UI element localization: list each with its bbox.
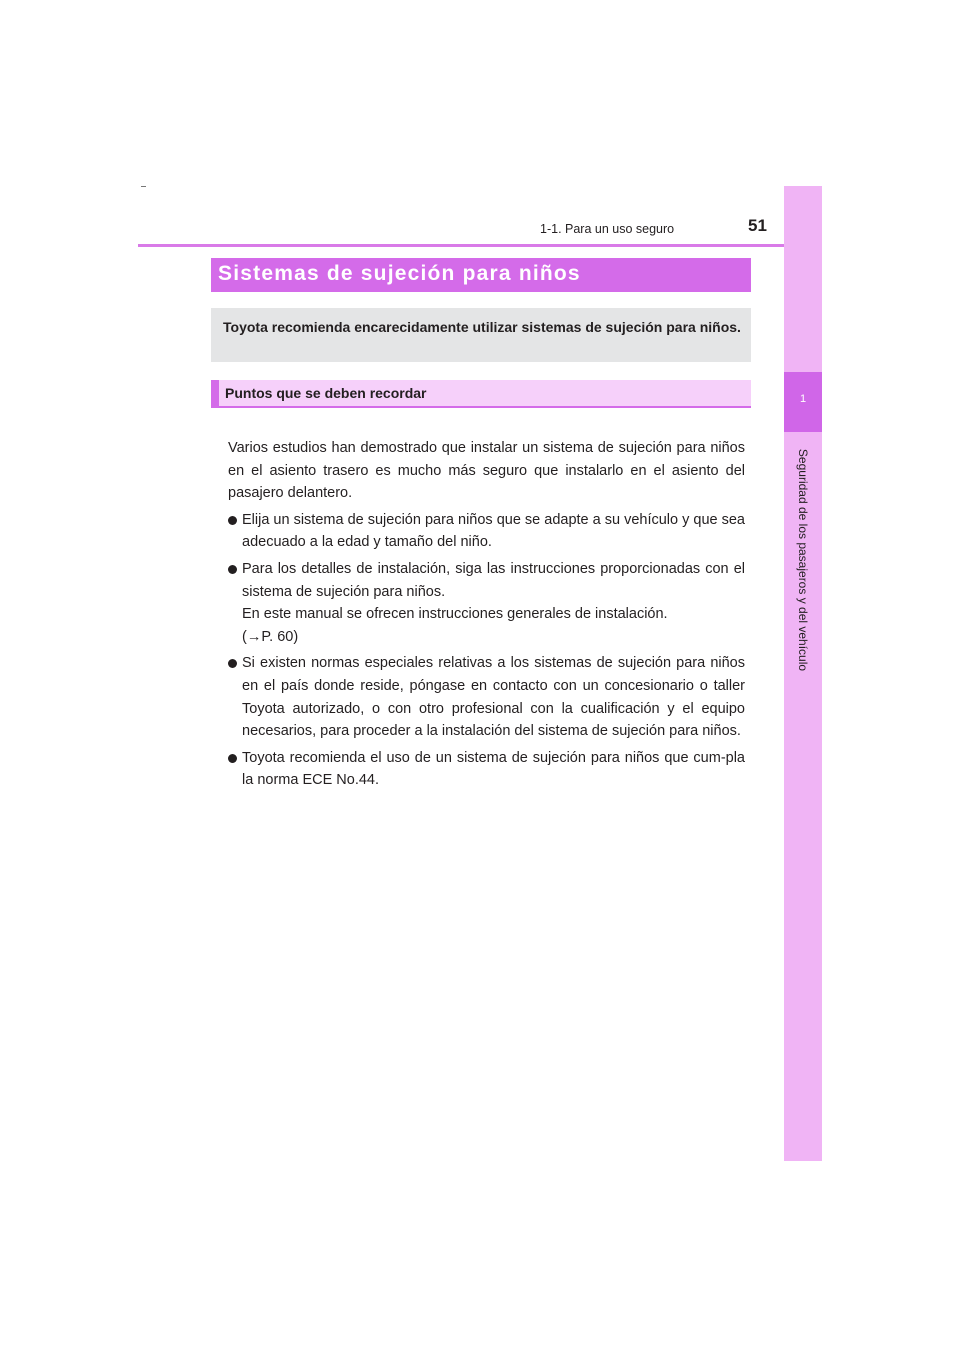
intro-text: Toyota recomienda encarecidamente utilizar sistemas de sujeción para niños. [223, 319, 741, 335]
chapter-label: Seguridad de los pasajeros y del vehículo [796, 448, 810, 672]
intro-box [211, 308, 751, 362]
list-item [228, 747, 745, 792]
list-item-text: Si existen normas especiales relativas a los sistemas de sujeción para niños en el país donde reside, póngase en contacto con un concesionario o taller Toyota autorizado, o con otro profesional con la cualificación y el equipo necesarios, para proceder a la instalación del sistema de sujeción para niños. [242, 655, 745, 740]
page-number: 51 [748, 216, 767, 235]
list-item-text: Elija un sistema de sujeción para niños que se adapte a su vehículo y que sea adecuado a la edad y tamaño del niño. [242, 511, 745, 551]
intro-paragraph: Varios estudios han demostrado que instalar un sistema de sujeción para niños en el asiento trasero es mucho más seguro que instalarlo en el asiento del pasajero delantero. [228, 440, 745, 502]
list-item [228, 652, 745, 742]
bullet-icon [228, 754, 237, 763]
subheading-marker [211, 380, 219, 406]
subheading: Puntos que se deben recordar [225, 385, 427, 401]
list-item [228, 558, 745, 648]
list-item [228, 509, 745, 554]
list-item-text: En este manual se ofrecen instrucciones generales de instalación. [242, 606, 668, 623]
body-text [228, 437, 745, 796]
header-divider [138, 244, 822, 247]
subheading-banner [211, 380, 751, 408]
section-title: Sistemas de sujeción para niños [218, 262, 581, 285]
bullet-icon [228, 565, 237, 574]
chapter-number: 1 [799, 393, 807, 405]
corner-mark [141, 186, 146, 187]
page-reference-link[interactable]: (→P. 60) [242, 628, 299, 645]
list-item-text: Para los detalles de instalación, siga las instrucciones proporcionadas con el sistema de sujeción para niños. [242, 560, 745, 600]
bullet-icon [228, 659, 237, 668]
header-section-title: 1-1. Para un uso seguro [540, 222, 675, 236]
list-item-text: Toyota recomienda el uso de un sistema de sujeción para niños que cum-pla la norma ECE No.44. [242, 749, 745, 789]
section-title-banner [211, 258, 751, 292]
side-chapter-tab [784, 186, 822, 1161]
bullet-icon [228, 516, 237, 525]
